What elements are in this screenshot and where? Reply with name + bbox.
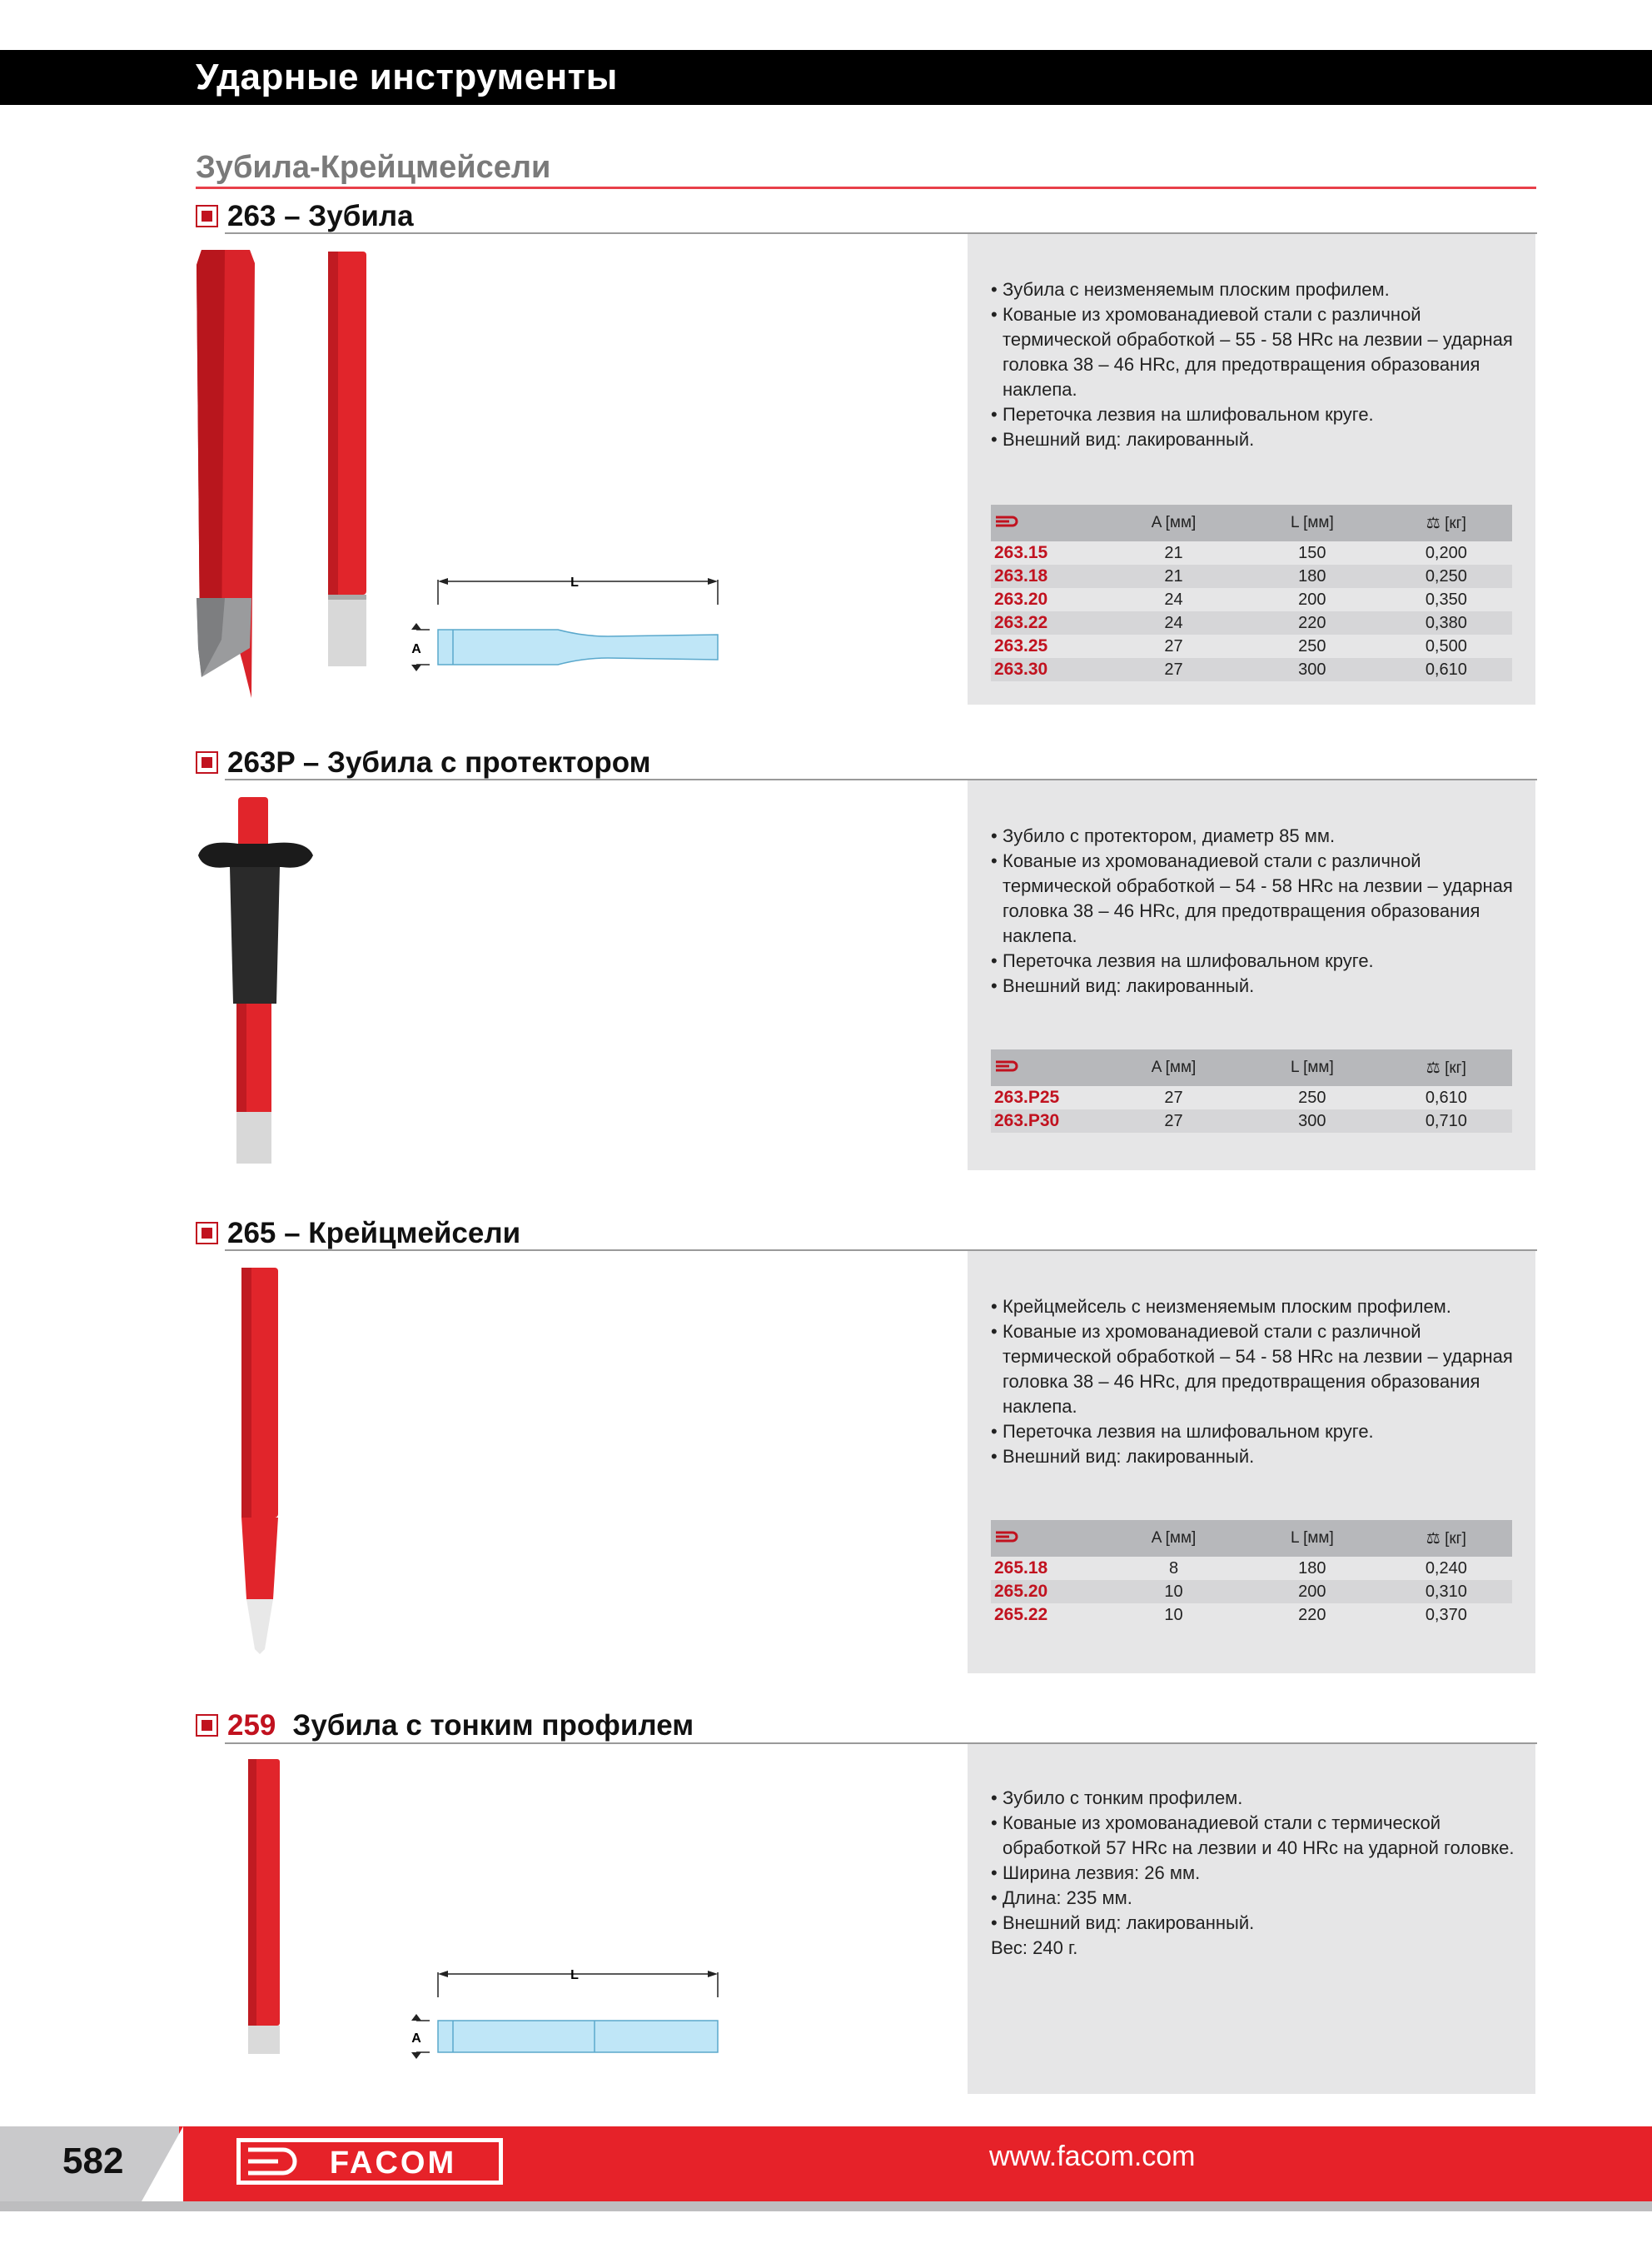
section-name: Зубила с тонким профилем	[292, 1709, 694, 1742]
chisel-263-side-image	[323, 250, 373, 670]
reference-code: 263.18	[991, 565, 1103, 588]
footer-divider-slash	[142, 2126, 183, 2201]
page-title: Ударные инструменты	[196, 57, 618, 97]
cell-weight: 0,200	[1425, 543, 1467, 562]
thin-chisel-259-image	[243, 1757, 285, 2057]
cell-a: 27	[1103, 1109, 1244, 1133]
section-title: 263P – Зубила с протектором	[227, 746, 651, 779]
section-title: 263 – Зубила	[227, 200, 414, 232]
facom-reference-icon	[994, 1531, 1018, 1543]
column-header-a: A [мм]	[1103, 505, 1244, 541]
cell-l: 150	[1298, 543, 1326, 562]
dimension-diagram-263	[408, 571, 724, 671]
cell-a: 24	[1164, 590, 1183, 609]
spec-panel-259	[968, 1744, 1535, 2094]
feature-item: • Переточка лезвия на шлифовальном круге.	[991, 949, 1524, 974]
section-marker-icon	[196, 751, 218, 774]
reference-code: 265.18	[994, 1558, 1048, 1578]
table-row	[991, 588, 1512, 611]
table-row	[991, 658, 1512, 681]
spec-table	[991, 1049, 1512, 1133]
dimension-label-l: L	[570, 1968, 579, 1982]
reference-code: 263.P25	[994, 1088, 1060, 1107]
cell-l: 300	[1244, 658, 1381, 681]
dimension-label-a: A	[411, 2031, 421, 2046]
reference-code: 263.30	[991, 658, 1103, 681]
table-row	[991, 1603, 1512, 1627]
section-marker-icon	[196, 205, 218, 227]
cell-weight: 0,240	[1425, 1558, 1467, 1578]
reference-code: 263.25	[994, 636, 1048, 655]
reference-column-header	[991, 505, 1103, 541]
spec-table	[991, 505, 1512, 681]
table-header-row	[991, 505, 1512, 541]
feature-item: • Зубило с протектором, диаметр 85 мм.	[991, 824, 1524, 849]
section-marker-icon	[196, 1714, 218, 1737]
feature-list	[991, 1294, 1524, 1469]
section-marker-icon	[196, 1222, 218, 1244]
cell-l: 220	[1298, 1605, 1326, 1624]
table-header-row	[991, 1049, 1512, 1086]
category-title: Зубила-Крейцмейсели	[196, 150, 551, 185]
spec-panel-263p	[968, 780, 1535, 1170]
table-row	[991, 1109, 1512, 1133]
column-header-l: L [мм]	[1244, 1520, 1381, 1557]
cell-a: 27	[1103, 658, 1244, 681]
feature-item: • Переточка лезвия на шлифовальном круге.	[991, 1419, 1524, 1444]
reference-code: 265.20	[991, 1580, 1103, 1603]
column-header-weight	[1381, 1049, 1512, 1086]
cell-weight: 0,710	[1381, 1109, 1512, 1133]
column-header-l: L [мм]	[1244, 1049, 1381, 1086]
table-row	[991, 635, 1512, 658]
spec-table	[991, 1520, 1512, 1627]
table-header-row	[991, 1520, 1512, 1557]
cell-a: 21	[1103, 565, 1244, 588]
table-row	[991, 1557, 1512, 1580]
page-number: 582	[62, 2141, 124, 2181]
reference-code: 263.22	[991, 611, 1103, 635]
cell-l: 180	[1244, 565, 1381, 588]
table-row	[991, 541, 1512, 565]
table-row	[991, 1086, 1512, 1109]
dimension-label-l: L	[570, 576, 579, 590]
cell-l: 180	[1298, 1558, 1326, 1578]
table-row	[991, 1580, 1512, 1603]
cell-l: 250	[1298, 1088, 1326, 1107]
feature-list	[991, 1786, 1524, 1961]
cell-weight: 0,610	[1425, 1088, 1467, 1107]
section-code: 259	[227, 1709, 276, 1742]
facom-reference-icon	[994, 516, 1018, 527]
section-title	[227, 1709, 694, 1742]
reference-column-header	[991, 1049, 1103, 1086]
feature-item: • Кованые из хромованадиевой стали с различной термической обработкой – 54 - 58 HRc на лезвии – ударная головка 38 – 46 HRc, для предотвращения образования наклепа.	[991, 849, 1524, 949]
spec-panel-265	[968, 1251, 1535, 1673]
dimension-diagram-259	[408, 1964, 724, 2064]
weight-unit: [кг]	[1445, 514, 1466, 532]
cell-weight: 0,250	[1381, 565, 1512, 588]
column-header-a: A [мм]	[1103, 1049, 1244, 1086]
cell-weight: 0,610	[1381, 658, 1512, 681]
cell-a: 10	[1164, 1605, 1183, 1624]
website-url: www.facom.com	[989, 2141, 1196, 2172]
cell-a: 27	[1164, 636, 1183, 655]
feature-item: • Кованые из хромованадиевой стали с различной термической обработкой – 54 - 58 HRc на лезвии – ударная головка 38 – 46 HRc, для предотвращения образования наклепа.	[991, 1319, 1524, 1419]
feature-item: • Внешний вид: лакированный.	[991, 974, 1524, 999]
cell-l: 200	[1244, 1580, 1381, 1603]
feature-item: • Ширина лезвия: 26 мм.	[991, 1861, 1524, 1886]
feature-item: • Кованые из хромованадиевой стали с различной термической обработкой – 55 - 58 HRc на лезвии – ударная головка 38 – 46 HRc, для предотвращения образования наклепа.	[991, 302, 1524, 402]
table-row	[991, 611, 1512, 635]
scale-icon: ⚖	[1426, 1059, 1446, 1077]
cell-weight: 0,380	[1381, 611, 1512, 635]
facom-reference-icon	[994, 1060, 1018, 1072]
scale-icon: ⚖	[1426, 1529, 1446, 1548]
weight-unit: [кг]	[1445, 1529, 1466, 1548]
cape-chisel-265-image	[235, 1266, 285, 1657]
section-title: 265 – Крейцмейсели	[227, 1217, 521, 1249]
feature-item: • Внешний вид: лакированный.	[991, 1911, 1524, 1936]
cell-a: 27	[1164, 1088, 1183, 1107]
category-divider	[196, 187, 1536, 189]
column-header-a: A [мм]	[1103, 1520, 1244, 1557]
cell-a: 10	[1103, 1580, 1244, 1603]
footer-strip	[0, 2201, 1652, 2211]
reference-column-header	[991, 1520, 1103, 1557]
weight-note: Вес: 240 г.	[991, 1937, 1078, 1958]
cell-l: 220	[1244, 611, 1381, 635]
feature-item: • Крейцмейсель с неизменяемым плоским профилем.	[991, 1294, 1524, 1319]
column-header-weight	[1381, 505, 1512, 541]
cell-weight: 0,310	[1381, 1580, 1512, 1603]
cell-l: 300	[1244, 1109, 1381, 1133]
cell-a: 8	[1168, 1558, 1179, 1578]
cell-l: 250	[1298, 636, 1326, 655]
reference-code: 263.P30	[991, 1109, 1103, 1133]
feature-item: • Зубило с тонким профилем.	[991, 1786, 1524, 1811]
dimension-label-a: A	[411, 642, 421, 656]
column-header-weight	[1381, 1520, 1512, 1557]
feature-item: • Внешний вид: лакированный.	[991, 427, 1524, 452]
chisel-263p-image	[195, 795, 316, 1170]
chisel-263-image	[192, 248, 266, 681]
weight-unit: [кг]	[1445, 1059, 1466, 1077]
spec-panel-263	[968, 234, 1535, 705]
reference-code: 263.15	[994, 543, 1048, 562]
cell-a: 21	[1164, 543, 1183, 562]
cell-a: 24	[1103, 611, 1244, 635]
cell-l: 200	[1298, 590, 1326, 609]
table-row	[991, 565, 1512, 588]
feature-item: • Зубила с неизменяемым плоским профилем.	[991, 277, 1524, 302]
feature-list	[991, 824, 1524, 999]
reference-code: 265.22	[994, 1605, 1048, 1624]
column-header-l: L [мм]	[1244, 505, 1381, 541]
feature-list	[991, 277, 1524, 452]
feature-item: • Длина: 235 мм.	[991, 1886, 1524, 1911]
feature-item: • Внешний вид: лакированный.	[991, 1444, 1524, 1469]
cell-weight: 0,370	[1425, 1605, 1467, 1624]
facom-logo	[235, 2136, 510, 2188]
reference-code: 263.20	[994, 590, 1048, 609]
cell-weight: 0,350	[1425, 590, 1467, 609]
cell-weight: 0,500	[1425, 636, 1467, 655]
scale-icon: ⚖	[1426, 514, 1446, 532]
feature-item: • Переточка лезвия на шлифовальном круге.	[991, 402, 1524, 427]
brand-name: FACOM	[329, 2146, 457, 2181]
feature-item: • Кованые из хромованадиевой стали с термической обработкой 57 HRc на лезвии и 40 HRc на ударной головке.	[991, 1811, 1524, 1861]
